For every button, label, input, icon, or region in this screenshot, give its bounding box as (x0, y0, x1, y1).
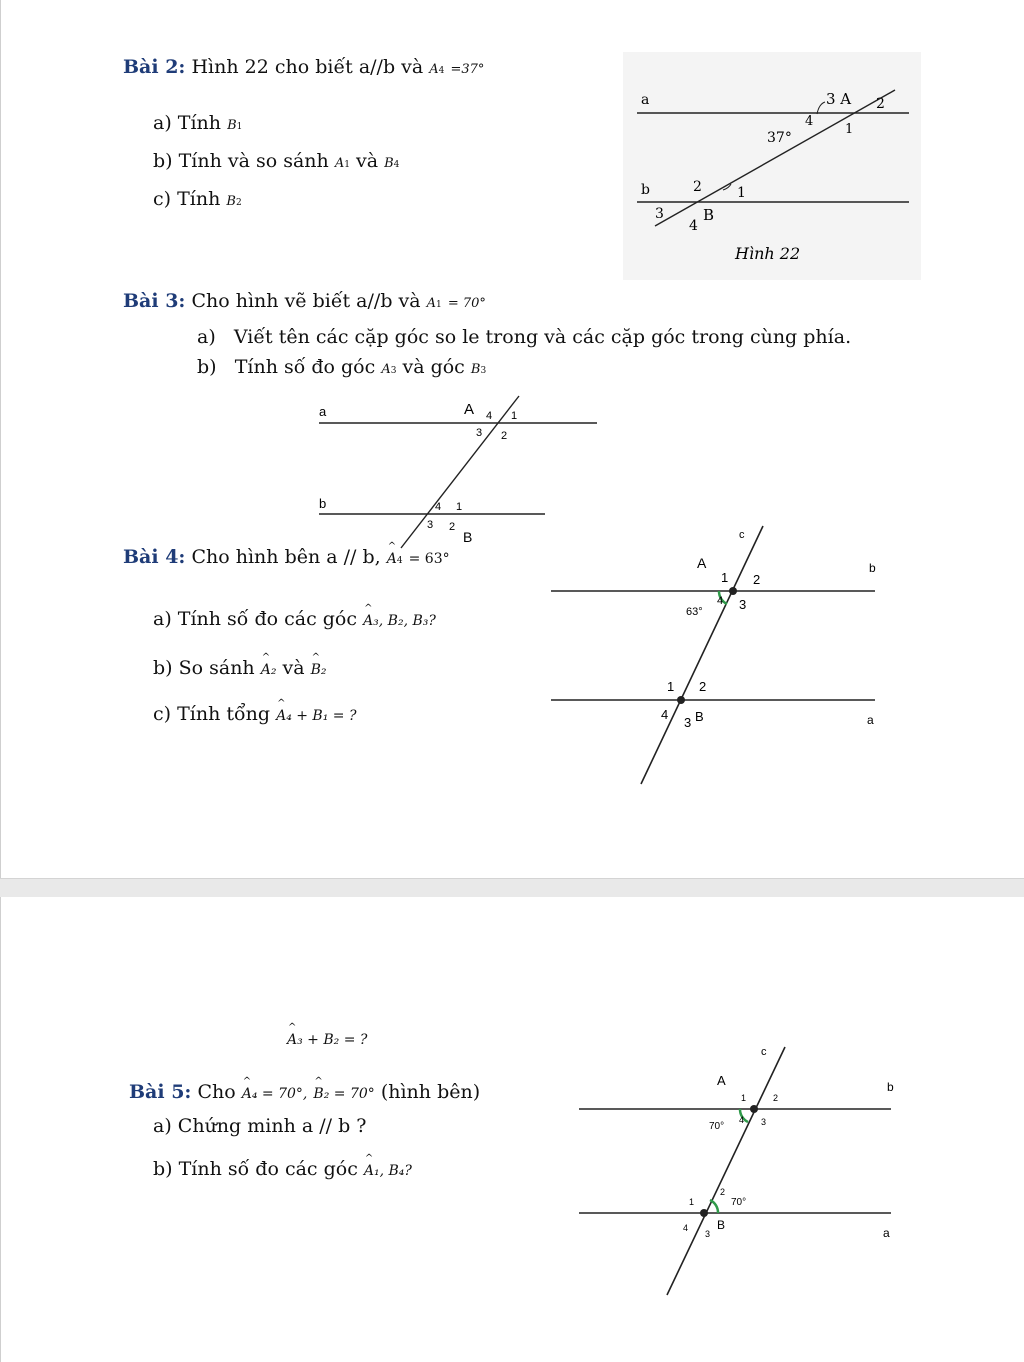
bai2-text: Hình 22 cho biết a//b và (191, 56, 424, 78)
bai4-part-a: a) Tính số đo các góc ^ A₃, B₂, B₃? (153, 610, 436, 629)
label-B: B (463, 529, 473, 545)
label-B: B (695, 709, 704, 724)
label-b: b (869, 561, 876, 575)
bot-3: 3 (684, 715, 692, 730)
label-3A: 3 A (826, 90, 852, 108)
bai3-part-a: a) Viết tên các cặp góc so le trong và các cặp góc trong cùng phía. (197, 326, 852, 348)
angle-value-37: 37° (767, 130, 792, 146)
bai5-given-2: ^ B₂ = 70° (313, 1087, 374, 1101)
label-line-b: b (641, 182, 650, 198)
point-A (750, 1105, 758, 1113)
label-b: b (887, 1080, 894, 1094)
top-3: 3 (761, 1117, 767, 1127)
point-A (729, 587, 737, 595)
transversal-c (667, 1047, 785, 1295)
angle-top-70: 70° (709, 1121, 725, 1132)
top-4: 4 (739, 1115, 745, 1125)
bai4-text: Cho hình bên a // b, (191, 546, 381, 568)
bai4-given-angle: ^ A4 (387, 552, 403, 566)
bai3-given-angle: A1 (426, 296, 442, 311)
top-3: 3 (739, 597, 747, 612)
top-2: 2 (753, 572, 761, 587)
bai2-statement (123, 58, 484, 77)
bai2-given-value: =37° (450, 62, 485, 77)
angle-arc-bottom (710, 1200, 718, 1213)
label-4-top: 4 (805, 114, 814, 129)
bot-1: 1 (689, 1197, 695, 1207)
label-a: a (883, 1226, 890, 1240)
top-3: 3 (476, 427, 483, 439)
bai4-part-c: c) Tính tổng ^ A₄ + B₁ = ? (153, 705, 356, 724)
bai3-part-b: b) Tính số đo góc A3 và góc B3 (197, 356, 487, 378)
bai5-pre-expression: ^ A₃ + B₂ = ? (287, 1032, 367, 1047)
bai3-given-value: = 70° (447, 296, 486, 311)
bot-4: 4 (661, 707, 669, 722)
figure-hinh-22 (623, 52, 921, 280)
label-c: c (739, 529, 745, 541)
top-4: 4 (717, 595, 724, 607)
figure-caption: Hình 22 (735, 244, 801, 263)
top-4: 4 (486, 410, 493, 422)
bot-4: 4 (683, 1223, 689, 1233)
bai2-given-angle: A4 (429, 62, 445, 77)
document-page-2 (0, 897, 1024, 1362)
bai5-text: Cho (197, 1081, 236, 1103)
point-B (677, 696, 685, 704)
bai5-given-tail: (hình bên) (380, 1081, 481, 1103)
transversal (401, 396, 519, 548)
bai5-statement (129, 1083, 480, 1102)
bai2-part-c: c) Tính B2 (153, 188, 242, 210)
bai4-given-value: = 63° (408, 551, 450, 567)
label-3-bottom: 3 (655, 206, 664, 222)
bai5-label: Bài 5: (129, 1081, 192, 1103)
bai5-part-b: b) Tính số đo các góc ^ A₁, B₄? (153, 1160, 412, 1179)
top-1: 1 (741, 1093, 747, 1103)
top-2: 2 (773, 1093, 779, 1103)
label-2-bottom: 2 (693, 179, 702, 195)
label-4-bottom: 4 (689, 218, 698, 234)
bai2-label: Bài 2: (123, 56, 186, 78)
page-separator (0, 878, 1024, 898)
angle-63: 63° (686, 606, 703, 618)
bot-3: 3 (705, 1229, 711, 1239)
figure-bai4 (549, 520, 889, 790)
figure-bai5 (577, 1041, 901, 1301)
label-line-b: b (319, 496, 327, 511)
label-a: a (867, 713, 874, 727)
label-c: c (761, 1046, 767, 1058)
label-2-top: 2 (876, 96, 885, 112)
bot-2: 2 (699, 679, 707, 694)
label-B: B (703, 206, 715, 224)
label-line-a: a (319, 404, 327, 419)
bot-2: 2 (720, 1187, 726, 1197)
bot-2: 2 (449, 521, 456, 533)
bai5-part-a: a) Chứng minh a // b ? (153, 1115, 367, 1137)
label-A: A (464, 401, 475, 418)
top-1: 1 (511, 410, 518, 422)
bai4-statement (123, 548, 450, 567)
bot-1: 1 (667, 679, 675, 694)
bai4-label: Bài 4: (123, 546, 186, 568)
bai2-part-a: a) Tính B1 (153, 112, 243, 134)
label-line-a: a (641, 92, 650, 108)
label-A: A (717, 1073, 726, 1088)
bot-3: 3 (427, 519, 434, 531)
label-A: A (697, 555, 707, 571)
bot-1: 1 (456, 501, 463, 513)
top-1: 1 (721, 570, 729, 585)
label-B: B (717, 1218, 726, 1232)
bai4-part-b: b) So sánh ^ A₂ và ^ B₂ (153, 659, 327, 678)
label-1-bottom: 1 (737, 185, 746, 201)
point-B (700, 1209, 708, 1217)
label-1-top: 1 (845, 122, 854, 137)
bai5-given-1: ^ A₄ = 70°, (242, 1087, 308, 1101)
top-2: 2 (501, 430, 508, 442)
angle-bot-70: 70° (731, 1197, 747, 1208)
bai3-label: Bài 3: (123, 290, 186, 312)
bot-4: 4 (435, 501, 442, 513)
bai3-text: Cho hình vẽ biết a//b và (191, 290, 421, 312)
bai3-statement (123, 292, 486, 311)
bai2-part-b: b) Tính và so sánh A1 và B4 (153, 150, 400, 172)
